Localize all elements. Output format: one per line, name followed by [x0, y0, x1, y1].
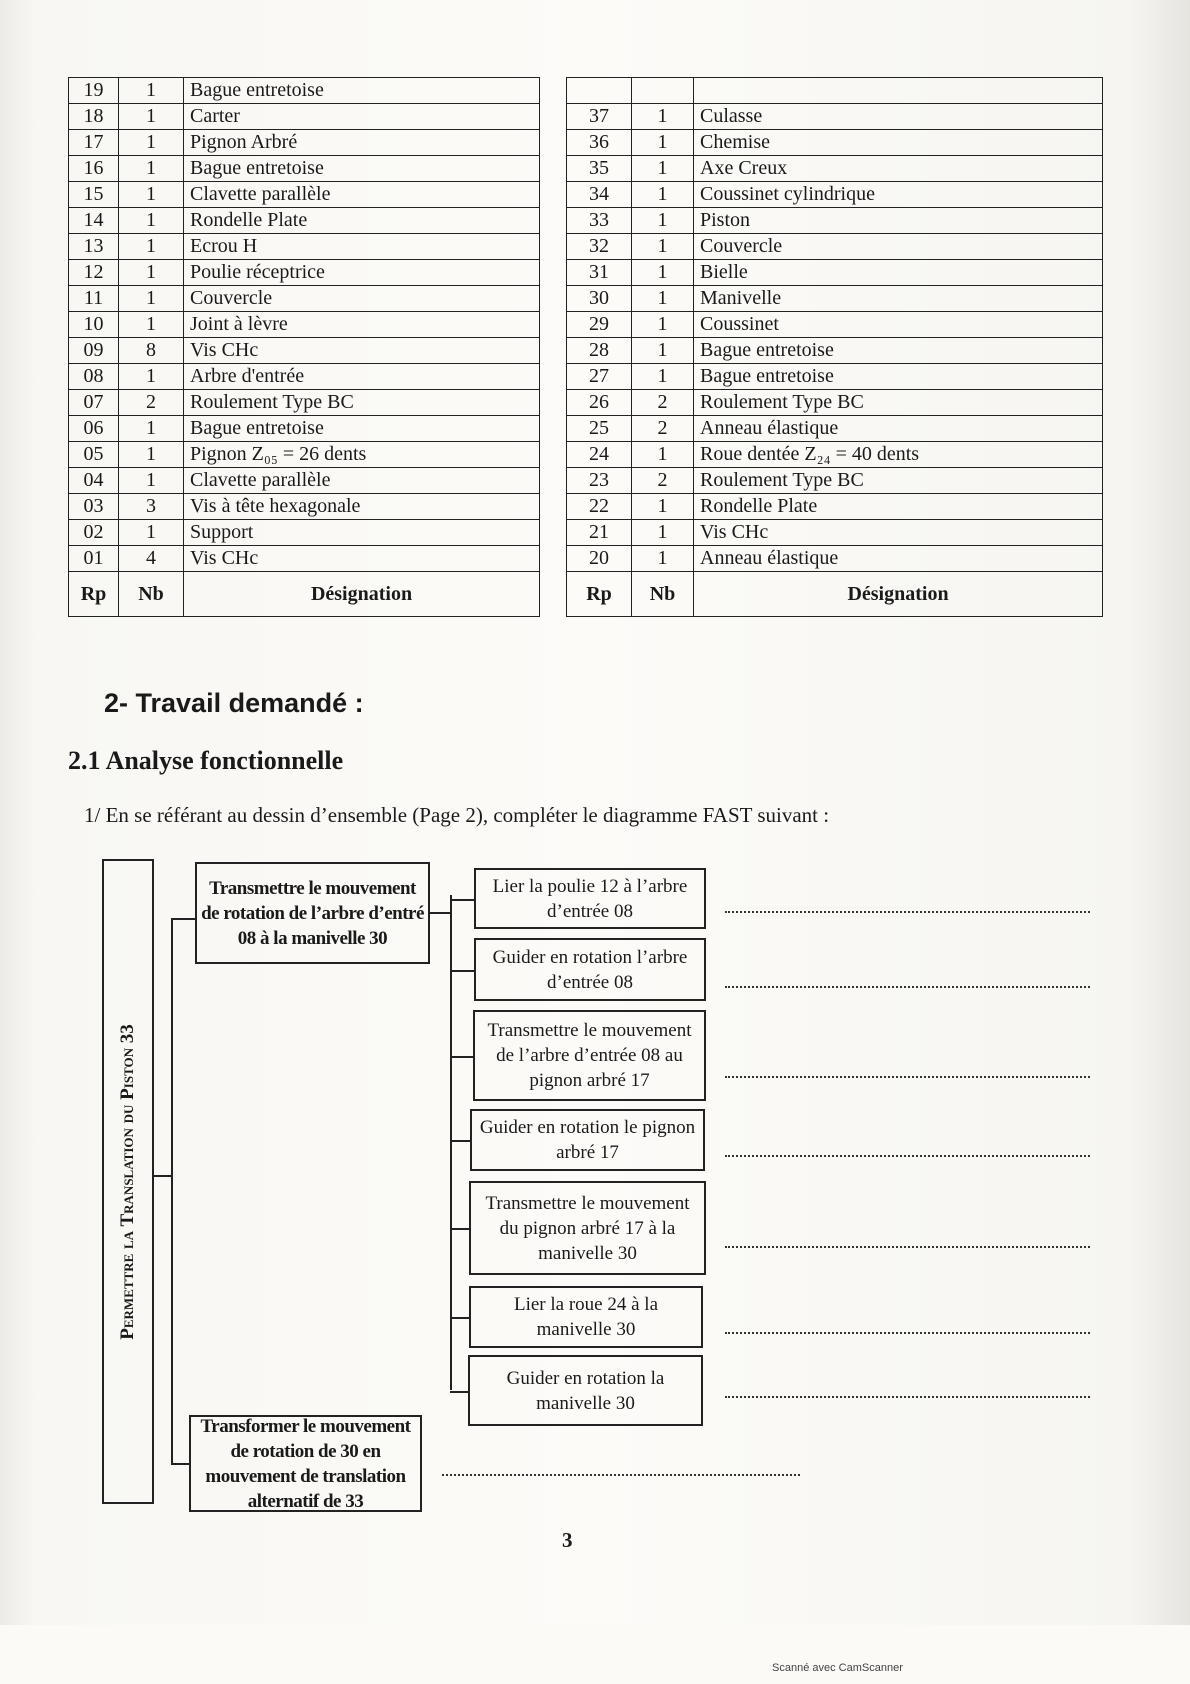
table-row [69, 442, 540, 468]
cell-nb: 1 [632, 156, 694, 182]
cell-nb: 1 [119, 234, 184, 260]
cell-rp: 19 [69, 78, 119, 104]
table-row [567, 442, 1103, 468]
cell-designation: Clavette parallèle [184, 182, 540, 208]
cell-rp: 35 [567, 156, 632, 182]
table-row [567, 364, 1103, 390]
table-header-row [567, 572, 1103, 617]
cell-designation: Coussinet cylindrique [694, 182, 1103, 208]
subfunction-label: Transmettre le mouvement du pignon arbré 17 à la manivelle 30 [485, 1192, 690, 1264]
cell-rp: 08 [69, 364, 119, 390]
connector [450, 970, 474, 972]
table-row [69, 390, 540, 416]
cell-designation: Roulement Type BC [694, 390, 1103, 416]
cell-designation: Coussinet [694, 312, 1103, 338]
connector [171, 918, 173, 1465]
cell-designation: Couvercle [184, 286, 540, 312]
function-box-f1 [195, 862, 430, 964]
cell-rp: 33 [567, 208, 632, 234]
header-nb: Nb [632, 572, 694, 617]
subfunction-label: Transmettre le mouvement de l’arbre d’entrée 08 au pignon arbré 17 [487, 1020, 692, 1091]
section-title: 2- Travail demandé : [104, 688, 364, 718]
header-designation: Désignation [184, 572, 540, 617]
table-row [69, 416, 540, 442]
table-row [567, 78, 1103, 104]
table-row [69, 78, 540, 104]
cell-designation: Arbre d'entrée [184, 364, 540, 390]
table-row [69, 234, 540, 260]
answer-line[interactable] [725, 911, 1090, 913]
connector [450, 1056, 473, 1058]
answer-line[interactable] [442, 1474, 800, 1476]
cell-designation: Joint à lèvre [184, 312, 540, 338]
cell-nb: 1 [119, 130, 184, 156]
cell-nb: 1 [632, 364, 694, 390]
subfunction-label: Guider en rotation l’arbre d’entrée 08 [492, 946, 688, 993]
table-row [69, 546, 540, 572]
cell-designation: Vis CHc [694, 520, 1103, 546]
table-row [567, 494, 1103, 520]
cell-rp: 28 [567, 338, 632, 364]
table-row [567, 182, 1103, 208]
cell-rp: 22 [567, 494, 632, 520]
connector [171, 918, 195, 920]
parts-table-right [566, 77, 1103, 617]
cell-nb: 1 [119, 312, 184, 338]
cell-nb: 1 [119, 520, 184, 546]
cell-designation: Vis à tête hexagonale [184, 494, 540, 520]
subfunction-box [470, 1109, 705, 1171]
subfunction-label: Guider en rotation le pignon arbré 17 [479, 1117, 696, 1163]
instruction-text: 1/ En se référant au dessin d’ensemble (Page 2), compléter le diagramme FAST suivant : [84, 803, 830, 827]
table-row [567, 208, 1103, 234]
table-row [69, 364, 540, 390]
answer-line[interactable] [725, 1246, 1090, 1248]
cell-nb: 1 [632, 546, 694, 572]
table-row [567, 468, 1103, 494]
cell-nb: 1 [119, 442, 184, 468]
cell-rp: 13 [69, 234, 119, 260]
cell-nb: 2 [632, 416, 694, 442]
cell-designation: Poulie réceptrice [184, 260, 540, 286]
cell-nb: 1 [632, 520, 694, 546]
table-row [69, 338, 540, 364]
cell-designation: Pignon Arbré [184, 130, 540, 156]
cell-designation: Anneau élastique [694, 416, 1103, 442]
table-row [69, 182, 540, 208]
connector [430, 912, 452, 914]
table-row [69, 130, 540, 156]
subfunction-box [469, 1181, 706, 1275]
subfunction-box [469, 1286, 703, 1348]
scanner-footer: Scanné avec CamScanner [772, 1662, 903, 1674]
cell-rp: 17 [69, 130, 119, 156]
cell-nb: 8 [119, 338, 184, 364]
table-row [567, 390, 1103, 416]
connector [450, 1228, 469, 1230]
cell-rp: 10 [69, 312, 119, 338]
cell-designation: Ecrou H [184, 234, 540, 260]
function-f2-label: Transformer le mouvement de rotation de 30 en mouvement de translation alternatif de 33 [200, 1415, 411, 1512]
cell-designation: Axe Creux [694, 156, 1103, 182]
cell-designation: Clavette parallèle [184, 468, 540, 494]
cell-nb: 1 [632, 494, 694, 520]
table-row [69, 494, 540, 520]
cell-designation: Manivelle [694, 286, 1103, 312]
cell-designation: Culasse [694, 104, 1103, 130]
connector [450, 1140, 470, 1142]
cell-rp: 04 [69, 468, 119, 494]
cell-nb: 1 [119, 156, 184, 182]
table-row [567, 520, 1103, 546]
cell-rp: 02 [69, 520, 119, 546]
cell-nb: 1 [119, 260, 184, 286]
function-f1-label: Transmettre le mouvement de rotation de l’arbre d’entré 08 à la manivelle 30 [201, 877, 424, 949]
cell-designation: Carter [184, 104, 540, 130]
cell-rp: 05 [69, 442, 119, 468]
cell-designation: Rondelle Plate [184, 208, 540, 234]
cell-designation: Bague entretoise [694, 364, 1103, 390]
cell-designation: Support [184, 520, 540, 546]
cell-nb: 1 [119, 416, 184, 442]
cell-rp: 18 [69, 104, 119, 130]
cell-designation: Couvercle [694, 234, 1103, 260]
cell-rp: 37 [567, 104, 632, 130]
cell-nb: 1 [632, 104, 694, 130]
table-row [567, 546, 1103, 572]
cell-rp: 12 [69, 260, 119, 286]
connector [450, 1317, 469, 1319]
subfunction-label: Lier la poulie 12 à l’arbre d’entrée 08 [492, 875, 688, 922]
cell-nb: 1 [632, 260, 694, 286]
cell-nb: 3 [119, 494, 184, 520]
cell-rp: 23 [567, 468, 632, 494]
cell-rp: 20 [567, 546, 632, 572]
cell-rp: 31 [567, 260, 632, 286]
cell-nb: 4 [119, 546, 184, 572]
table-row [567, 312, 1103, 338]
function-box-f2 [189, 1415, 422, 1512]
cell-rp: 34 [567, 182, 632, 208]
table-row [69, 468, 540, 494]
cell-rp: 16 [69, 156, 119, 182]
cell-designation: Vis CHc [184, 338, 540, 364]
parts-table-left [68, 77, 540, 617]
subfunction-box [468, 1355, 703, 1426]
cell-rp: 11 [69, 286, 119, 312]
cell-designation: Roue dentée Z₂₄ = 40 dents [694, 442, 1103, 468]
answer-line[interactable] [725, 986, 1090, 988]
cell-nb: 1 [632, 182, 694, 208]
table-row [567, 338, 1103, 364]
cell-rp: 14 [69, 208, 119, 234]
table-row [567, 104, 1103, 130]
cell-rp: 01 [69, 546, 119, 572]
cell-nb: 1 [119, 182, 184, 208]
answer-line[interactable] [725, 1396, 1090, 1398]
cell-nb: 1 [119, 208, 184, 234]
cell-rp: 06 [69, 416, 119, 442]
cell-nb: 1 [632, 286, 694, 312]
cell-nb: 1 [632, 130, 694, 156]
cell-nb: 1 [119, 104, 184, 130]
cell-designation: Bielle [694, 260, 1103, 286]
table-row [69, 208, 540, 234]
subfunction-label: Lier la roue 24 à la manivelle 30 [513, 1294, 658, 1340]
section-subtitle: 2.1 Analyse fonctionnelle [68, 746, 344, 775]
cell-rp: 36 [567, 130, 632, 156]
cell-rp: 09 [69, 338, 119, 364]
connector [450, 899, 474, 901]
cell-rp: 07 [69, 390, 119, 416]
cell-nb: 2 [632, 390, 694, 416]
cell-designation: Rondelle Plate [694, 494, 1103, 520]
cell-designation: Vis CHc [184, 546, 540, 572]
cell-designation: Piston [694, 208, 1103, 234]
cell-rp: 25 [567, 416, 632, 442]
cell-designation: Chemise [694, 130, 1103, 156]
main-function-label: Permettre la Translation du Piston 33 [117, 1023, 138, 1340]
connector [171, 1463, 189, 1465]
cell-nb [632, 78, 694, 104]
cell-designation: Bague entretoise [184, 156, 540, 182]
cell-nb: 1 [632, 208, 694, 234]
cell-rp: 24 [567, 442, 632, 468]
table-row [69, 312, 540, 338]
answer-line[interactable] [725, 1332, 1090, 1334]
cell-designation: Anneau élastique [694, 546, 1103, 572]
connector [450, 1391, 468, 1393]
cell-rp: 03 [69, 494, 119, 520]
cell-rp: 15 [69, 182, 119, 208]
answer-line[interactable] [725, 1076, 1090, 1078]
table-row [567, 234, 1103, 260]
subfunction-box [474, 938, 706, 1001]
cell-nb: 1 [632, 338, 694, 364]
table-row [69, 156, 540, 182]
table-row [567, 286, 1103, 312]
cell-rp: 32 [567, 234, 632, 260]
cell-rp [567, 78, 632, 104]
cell-designation [694, 78, 1103, 104]
cell-nb: 1 [119, 364, 184, 390]
cell-designation: Bague entretoise [184, 78, 540, 104]
subfunction-label: Guider en rotation la manivelle 30 [506, 1367, 665, 1414]
header-nb: Nb [119, 572, 184, 617]
cell-rp: 27 [567, 364, 632, 390]
cell-designation: Pignon Z₀₅ = 26 dents [184, 442, 540, 468]
cell-rp: 29 [567, 312, 632, 338]
table-row [69, 260, 540, 286]
cell-nb: 1 [632, 234, 694, 260]
cell-rp: 21 [567, 520, 632, 546]
table-row [567, 416, 1103, 442]
header-designation: Désignation [694, 572, 1103, 617]
cell-nb: 1 [119, 468, 184, 494]
cell-nb: 2 [632, 468, 694, 494]
table-row [567, 130, 1103, 156]
table-header-row [69, 572, 540, 617]
cell-designation: Roulement Type BC [184, 390, 540, 416]
cell-nb: 1 [632, 442, 694, 468]
header-rp: Rp [567, 572, 632, 617]
cell-designation: Bague entretoise [184, 416, 540, 442]
table-row [567, 260, 1103, 286]
subfunction-box [474, 868, 706, 929]
main-function-box [102, 859, 154, 1504]
cell-nb: 1 [632, 312, 694, 338]
answer-line[interactable] [725, 1155, 1090, 1157]
cell-nb: 2 [119, 390, 184, 416]
table-row [69, 104, 540, 130]
header-rp: Rp [69, 572, 119, 617]
cell-nb: 1 [119, 286, 184, 312]
cell-designation: Roulement Type BC [694, 468, 1103, 494]
subfunction-box [473, 1010, 706, 1101]
table-row [567, 156, 1103, 182]
table-row [69, 286, 540, 312]
cell-rp: 26 [567, 390, 632, 416]
page-number: 3 [562, 1528, 573, 1552]
cell-rp: 30 [567, 286, 632, 312]
cell-designation: Bague entretoise [694, 338, 1103, 364]
cell-nb: 1 [119, 78, 184, 104]
table-row [69, 520, 540, 546]
